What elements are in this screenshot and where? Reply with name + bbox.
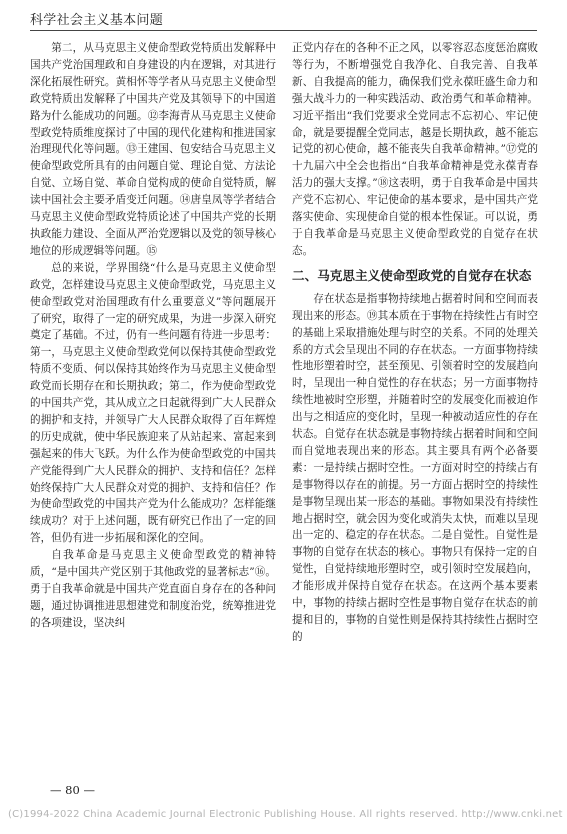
journal-title: 科学社会主义基本问题 <box>30 13 164 28</box>
paragraph-self-revolution: 自我革命是马克思主义使命型政党的精神特质，“是中国共产党区别于其他政党的显著标志”⑯。勇于自我革命就是中国共产党直面自身存在的各种问题，通过协调推进思想建党和制度治党，统筹推进党的各项建设，坚决纠 <box>30 549 276 629</box>
header-divider <box>30 30 537 31</box>
paragraph-continuation: 正党内存在的各种不正之风，以零容忍态度惩治腐败等行为，不断增强党自我净化、自我完善、自我革新、自我提高的能力，确保我们党永葆旺盛生命力和强大战斗力的一种实践活动、政治勇气和革命精神。习近平指出“我们党要求全党同志不忘初心、牢记使命，就是要提醒全党同志，越是长期执政，越不能忘记党的初心使命，越不能丧失自我革命精神。”⑰党的十九届六中全会也指出“自我革命精神是党永葆青春活力的强大支撑。”⑱这表明，勇于自我革命是中国共产党不忘初心、牢记使命的基本要求，是中国共产党落实使命、实现使命自觉的根本性保证。可以说，勇于自我革命是马克思主义使命型政党的自觉存在状态。 <box>292 42 538 257</box>
right-column <box>292 40 538 646</box>
page-number: — 80 — <box>50 783 95 797</box>
section-heading: 二、马克思主义使命型政党的自觉存在状态 <box>292 267 532 283</box>
paragraph-summary: 总的来说，学界围绕“什么是马克思主义使命型政党，怎样建设马克思主义使命型政党，马克思主义使命型政党对治国理政有什么重要意义”等问题展开了研究，取得了一定的研究成果，为进一步深入研究奠定了基础。不过，仍有一些问题有待进一步思考：第一，马克思主义使命型政党何以保持其使命型政党特质不变质、何以保持其始终作为马克思主义使命型政党而长期存在和长期执政；第二，作为使命型政党的中国共产党，其从成立之日起就得到广大人民群众的拥护和支持，并领导广大人民群众取得了百年辉煌的历史成就，使中华民族迎来了从站起来、富起来到强起来的伟大飞跃。为什么作为使命型政党的中国共产党能得到广大人民群众的拥护、支持和信任？怎样始终保持广大人民群众对党的拥护、支持和信任？作为使命型政党的中国共产党为什么能成功？怎样能继续成功？对于上述问题，既有研究已作出了一定的回答，但仍有进一步拓展和深化的空间。 <box>30 261 276 545</box>
copyright-footer: (C)1994-2022 China Academic Journal Electronic Publishing House. All rights reserved. http://www.cnki.net <box>8 809 563 820</box>
paragraph-second-point: 第二，从马克思主义使命型政党特质出发解释中国共产党治国理政和自身建设的内在逻辑，对其进行深化拓展性研究。黄相怀等学者从马克思主义使命型政党特质出发解释了中国共产党及其领导下的中国道路为什么能成功的问题。⑫李海青从马克思主义使命型政党特质维度探讨了中国的现代化建构和推进国家治理现代化等问题。⑬王建国、包安结合马克思主义使命型政党所具有的由问题自觉、理论自觉、方法论自觉、立场自觉、革命自觉构成的使命自觉特质，解读中国社会主要矛盾变迁问题。⑭唐皇凤等学者结合马克思主义使命型政党特质论述了中国共产党的长期执政能力建设、全面从严治党逻辑以及党的领导核心地位的形成逻辑等问题。⑮ <box>30 42 276 257</box>
left-column <box>30 40 276 632</box>
paragraph-existence-state: 存在状态是指事物持续地占据着时间和空间而表现出来的形态。⑲其本质在于事物在持续性占有时空的基础上采取措施处理与时空的关系。不同的处理关系的方式会呈现出不同的存在状态。一方面事物持续性地形塑着时空，甚至预见、引领着时空的发展趋向时，呈现出一种自觉性的存在状态；另一方面事物持续性地被时空形塑，并随着时空的发展变化而被迫作出与之相适应的变化时，呈现一种被动适应性的存在状态。自觉存在状态就是事物持续占据着时间和空间而自觉地表现出来的形态。其主要具有两个必备要素：一是持续占据时空性。一方面对时空的持续占有是事物得以存在的前提。另一方面占据时空的持续性是事物呈现出某一形态的基础。事物如果没有持续性地占据时空，就会因为变化或消失太快，而难以呈现出一定的、稳定的存在状态。二是自觉性。自觉性是事物的自觉存在状态的核心。事物只有保持一定的自觉性，自觉持续地形塑时空，或引领时空发展趋向，才能形成并保持自觉存在状态。在这两个基本要素中，事物的持续占据时空性是事物自觉存在状态的前提和目的，事物的自觉性则是保持其持续性占据时空的 <box>292 292 538 643</box>
